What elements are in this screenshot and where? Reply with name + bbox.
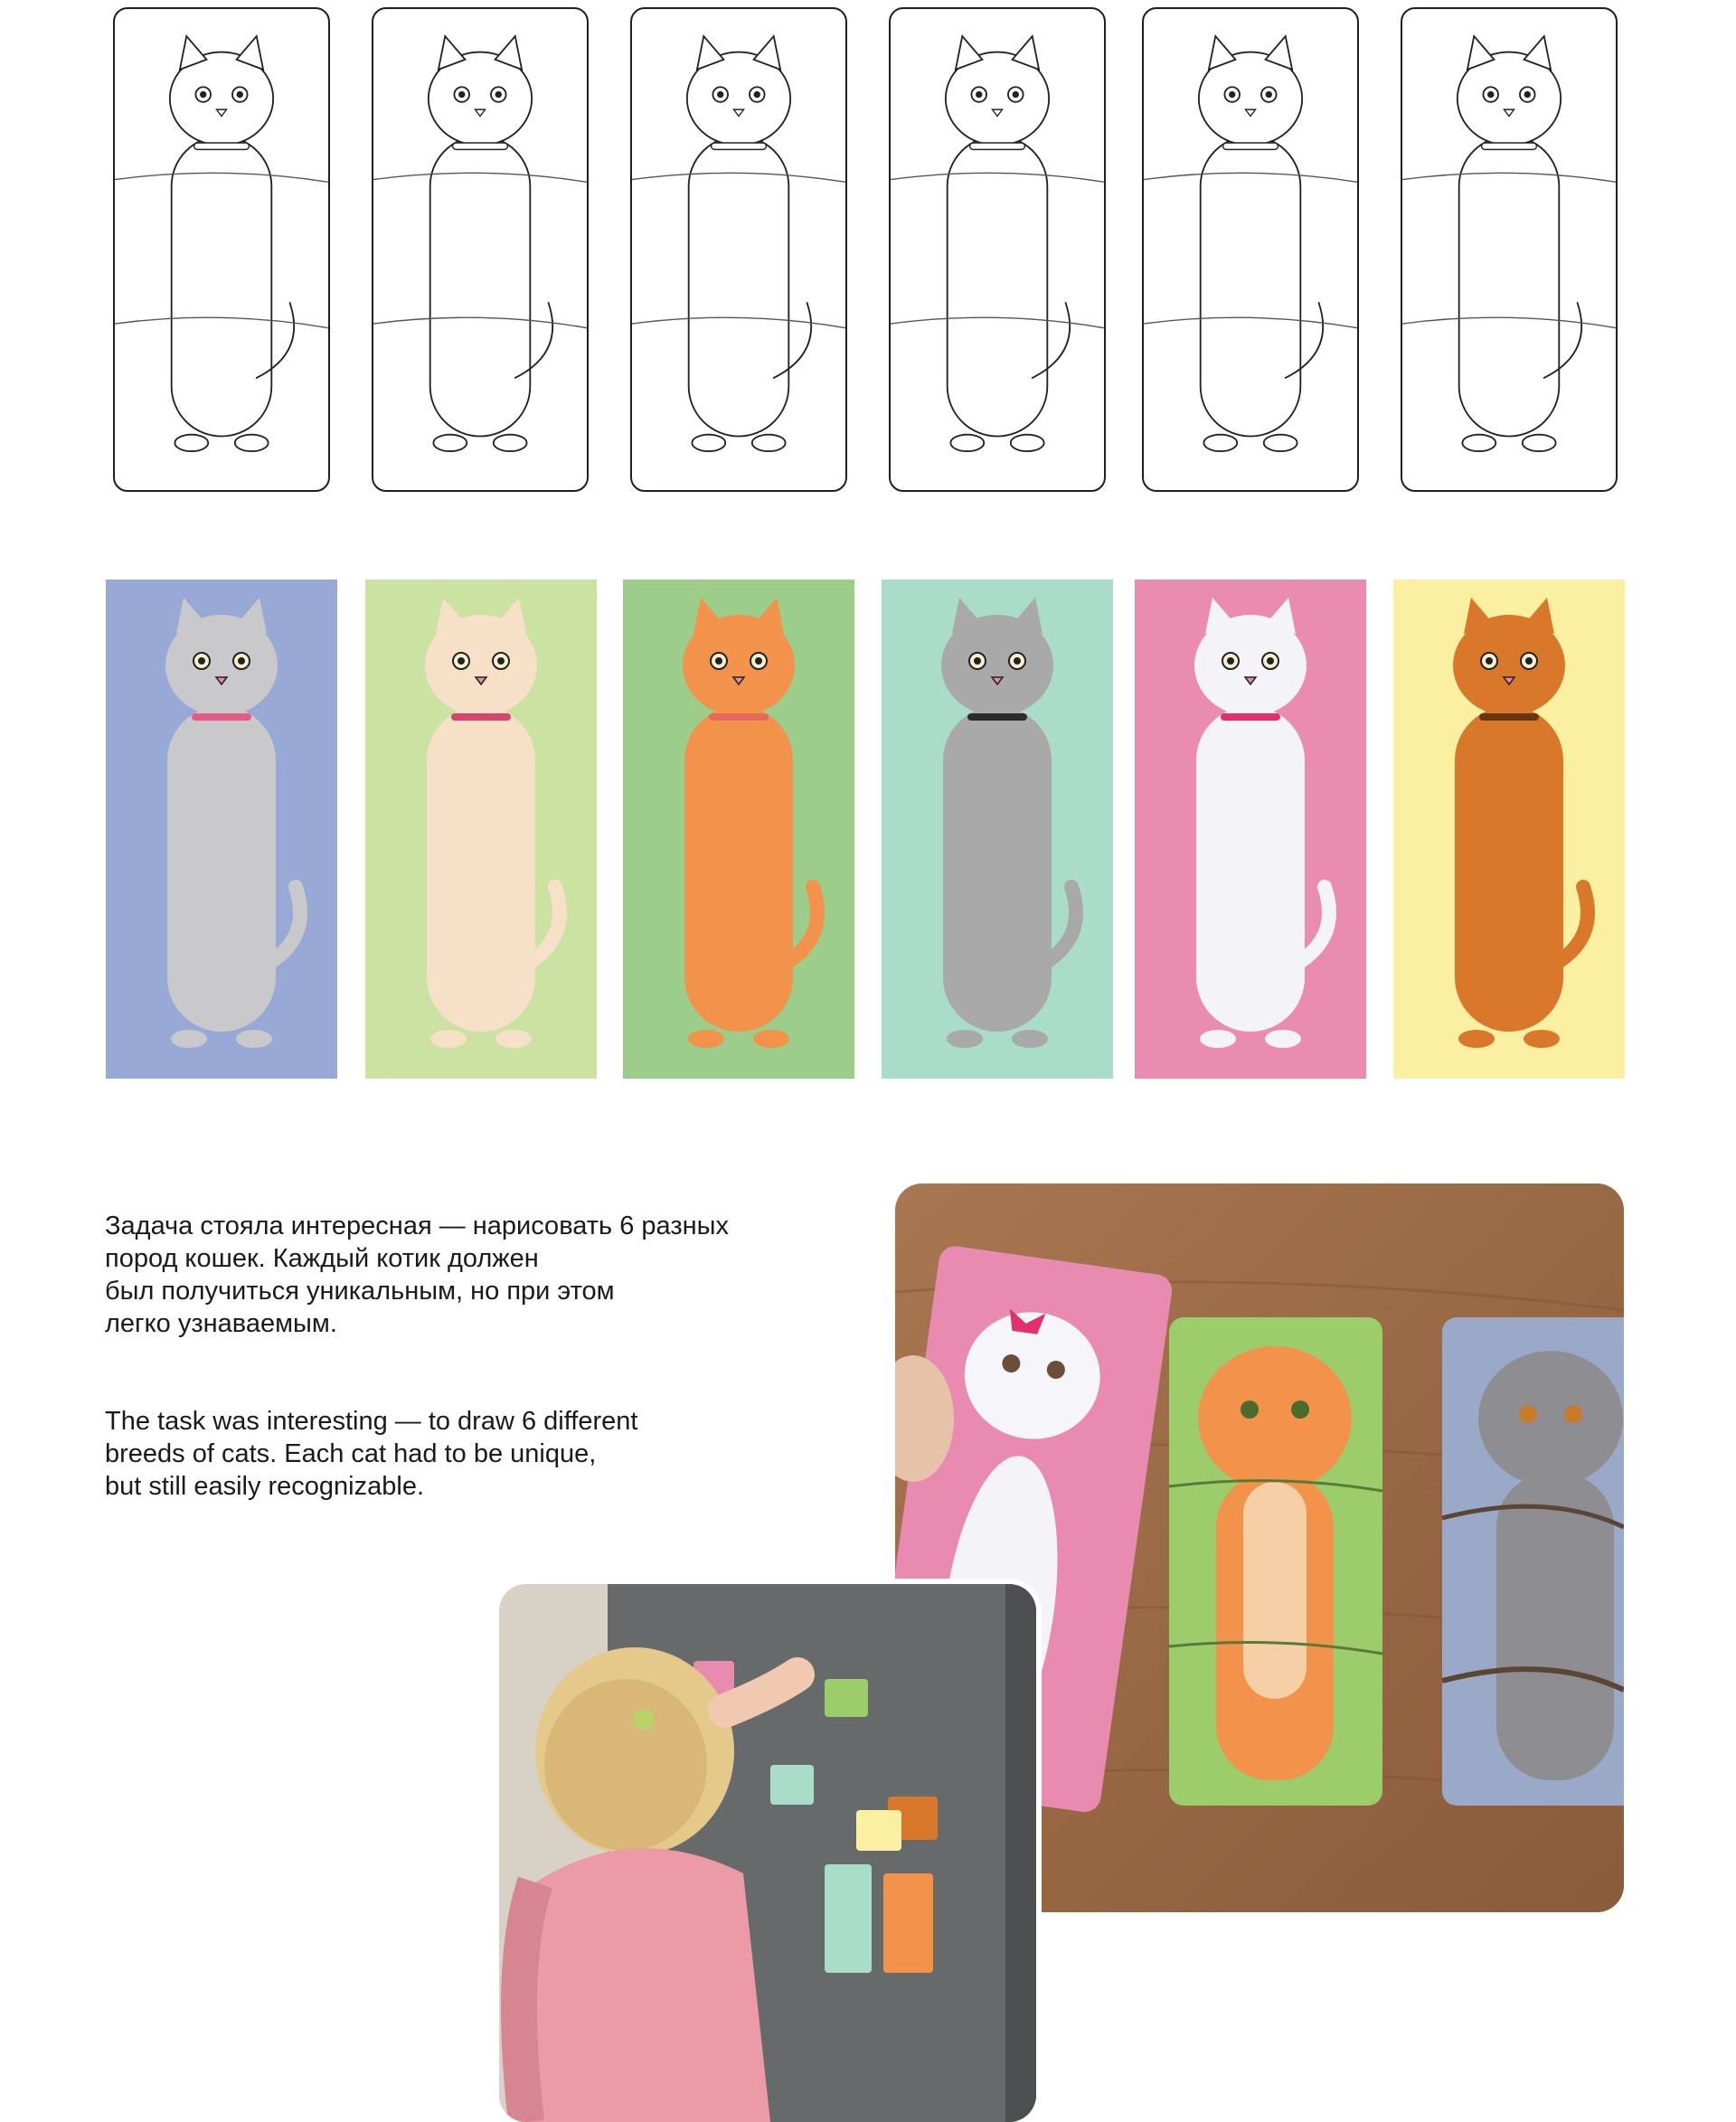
child-at-fridge-photo <box>499 1584 1036 2122</box>
spotted-cat-cat-icon <box>882 580 1113 1079</box>
maine-coon-cat-icon <box>632 9 845 490</box>
siamese-cat-icon <box>373 9 587 490</box>
siamese-cat-icon <box>365 580 597 1079</box>
description-ru <box>105 1210 729 1340</box>
bengal-cat-icon <box>1393 580 1625 1079</box>
description-ru-line: легко узнаваемым. <box>105 1309 337 1338</box>
white-persian-sketch-card <box>1142 7 1359 492</box>
scottish-fold-cat-icon <box>106 580 337 1079</box>
description-en-line: The task was interesting — to draw 6 different <box>105 1407 638 1436</box>
spotted-cat-sketch-card <box>889 7 1106 492</box>
spotted-cat-icon <box>891 9 1104 490</box>
description-ru-line: был получиться уникальным, но при этом <box>105 1277 615 1306</box>
bengal-cat-icon <box>1402 9 1616 490</box>
siamese-card <box>365 580 597 1079</box>
maine-coon-cat-icon <box>623 580 854 1079</box>
scottish-fold-cat-icon <box>115 9 328 490</box>
child-at-fridge-photo-icon <box>499 1584 1036 2122</box>
scottish-fold-card <box>106 580 337 1079</box>
description-ru-line: пород кошек. Каждый котик должен <box>105 1244 539 1273</box>
white-cat-icon <box>1144 9 1357 490</box>
description-en-line: breeds of cats. Each cat had to be unique, <box>105 1439 597 1468</box>
description-en-line: but still easily recognizable. <box>105 1472 425 1501</box>
description-ru-line: Задача стояла интересная — нарисовать 6 разных <box>105 1212 729 1240</box>
bengal-sketch-card <box>1401 7 1618 492</box>
white-persian-cat-icon <box>1135 580 1366 1079</box>
scottish-fold-sketch-card <box>113 7 330 492</box>
spotted-cat-card <box>882 580 1113 1079</box>
maine-coon-sketch-card <box>630 7 847 492</box>
bengal-card <box>1393 580 1625 1079</box>
description-en <box>105 1405 637 1503</box>
maine-coon-card <box>623 580 854 1079</box>
siamese-sketch-card <box>372 7 589 492</box>
white-persian-card <box>1135 580 1366 1079</box>
